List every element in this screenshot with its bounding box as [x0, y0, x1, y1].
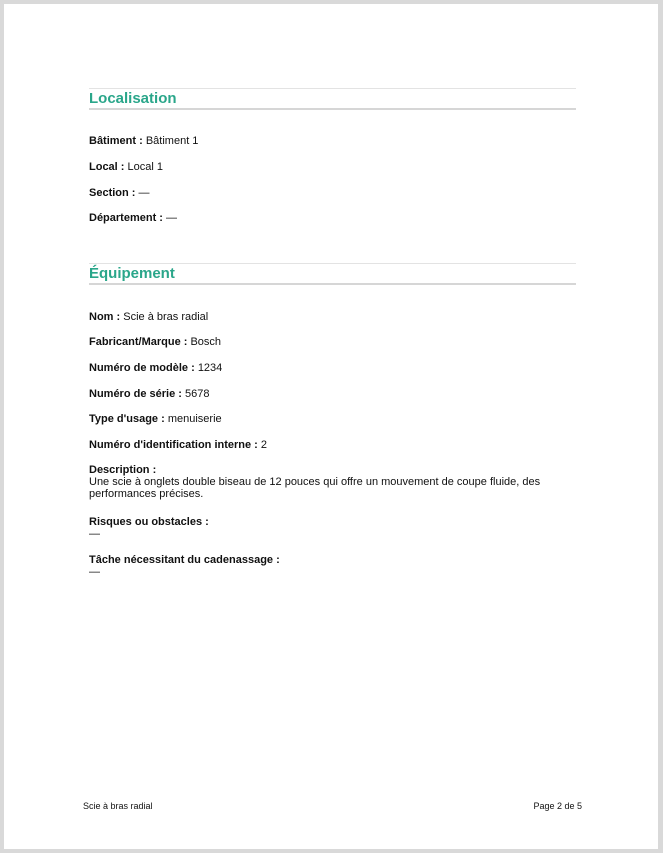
field-department-label: Département : [89, 212, 163, 224]
field-description [89, 464, 576, 500]
field-serial-number-label: Numéro de série : [89, 388, 182, 400]
field-description-label: Description : [89, 464, 157, 476]
footer-document-name: Scie à bras radial [83, 801, 153, 811]
field-internal-id-label: Numéro d'identification interne : [89, 439, 258, 451]
field-model-number [89, 362, 222, 375]
field-manufacturer-value: Bosch [190, 336, 222, 348]
footer-page-number: Page 2 de 5 [533, 801, 582, 811]
field-name [89, 311, 208, 324]
field-department-value: — [166, 212, 178, 224]
field-manufacturer-label: Fabricant/Marque : [89, 336, 188, 348]
section-equipment-header [89, 263, 576, 285]
field-room-label: Local : [89, 161, 125, 173]
field-serial-number [89, 388, 209, 401]
field-risks-label: Risques ou obstacles : [89, 516, 209, 528]
field-department [89, 212, 177, 225]
field-name-label: Nom : [89, 311, 121, 323]
field-building-value: Bâtiment 1 [145, 135, 199, 147]
section-location [89, 88, 576, 224]
field-model-number-label: Numéro de modèle : [89, 362, 195, 374]
field-model-number-value: 1234 [197, 362, 223, 374]
field-serial-number-value: 5678 [184, 388, 210, 400]
field-usage-type-value: menuiserie [167, 413, 222, 425]
field-description-value: Une scie à onglets double biseau de 12 pouces qui offre un mouvement de coupe fluide, des performances précises. [89, 476, 541, 500]
field-section-label: Section : [89, 187, 136, 199]
field-building-label: Bâtiment : [89, 135, 143, 147]
field-usage-type-label: Type d'usage : [89, 413, 165, 425]
field-lockout-task [89, 554, 576, 578]
document-page [4, 4, 658, 849]
field-name-value: Scie à bras radial [123, 311, 209, 323]
field-room [89, 161, 163, 174]
field-room-value: Local 1 [127, 161, 163, 173]
field-risks-value: — [89, 528, 100, 540]
field-lockout-task-label: Tâche nécessitant du cadenassage : [89, 554, 280, 566]
field-section-value: — [138, 187, 150, 199]
section-equipment-title: Équipement [89, 265, 175, 282]
field-section [89, 187, 150, 200]
section-location-header [89, 88, 576, 110]
field-internal-id [89, 439, 267, 452]
section-equipment [89, 263, 576, 578]
section-location-title: Localisation [89, 90, 177, 107]
field-building [89, 135, 198, 148]
field-risks [89, 516, 576, 540]
field-lockout-task-value: — [89, 566, 100, 578]
field-usage-type [89, 413, 222, 426]
field-manufacturer [89, 336, 221, 349]
field-internal-id-value: 2 [260, 439, 268, 451]
